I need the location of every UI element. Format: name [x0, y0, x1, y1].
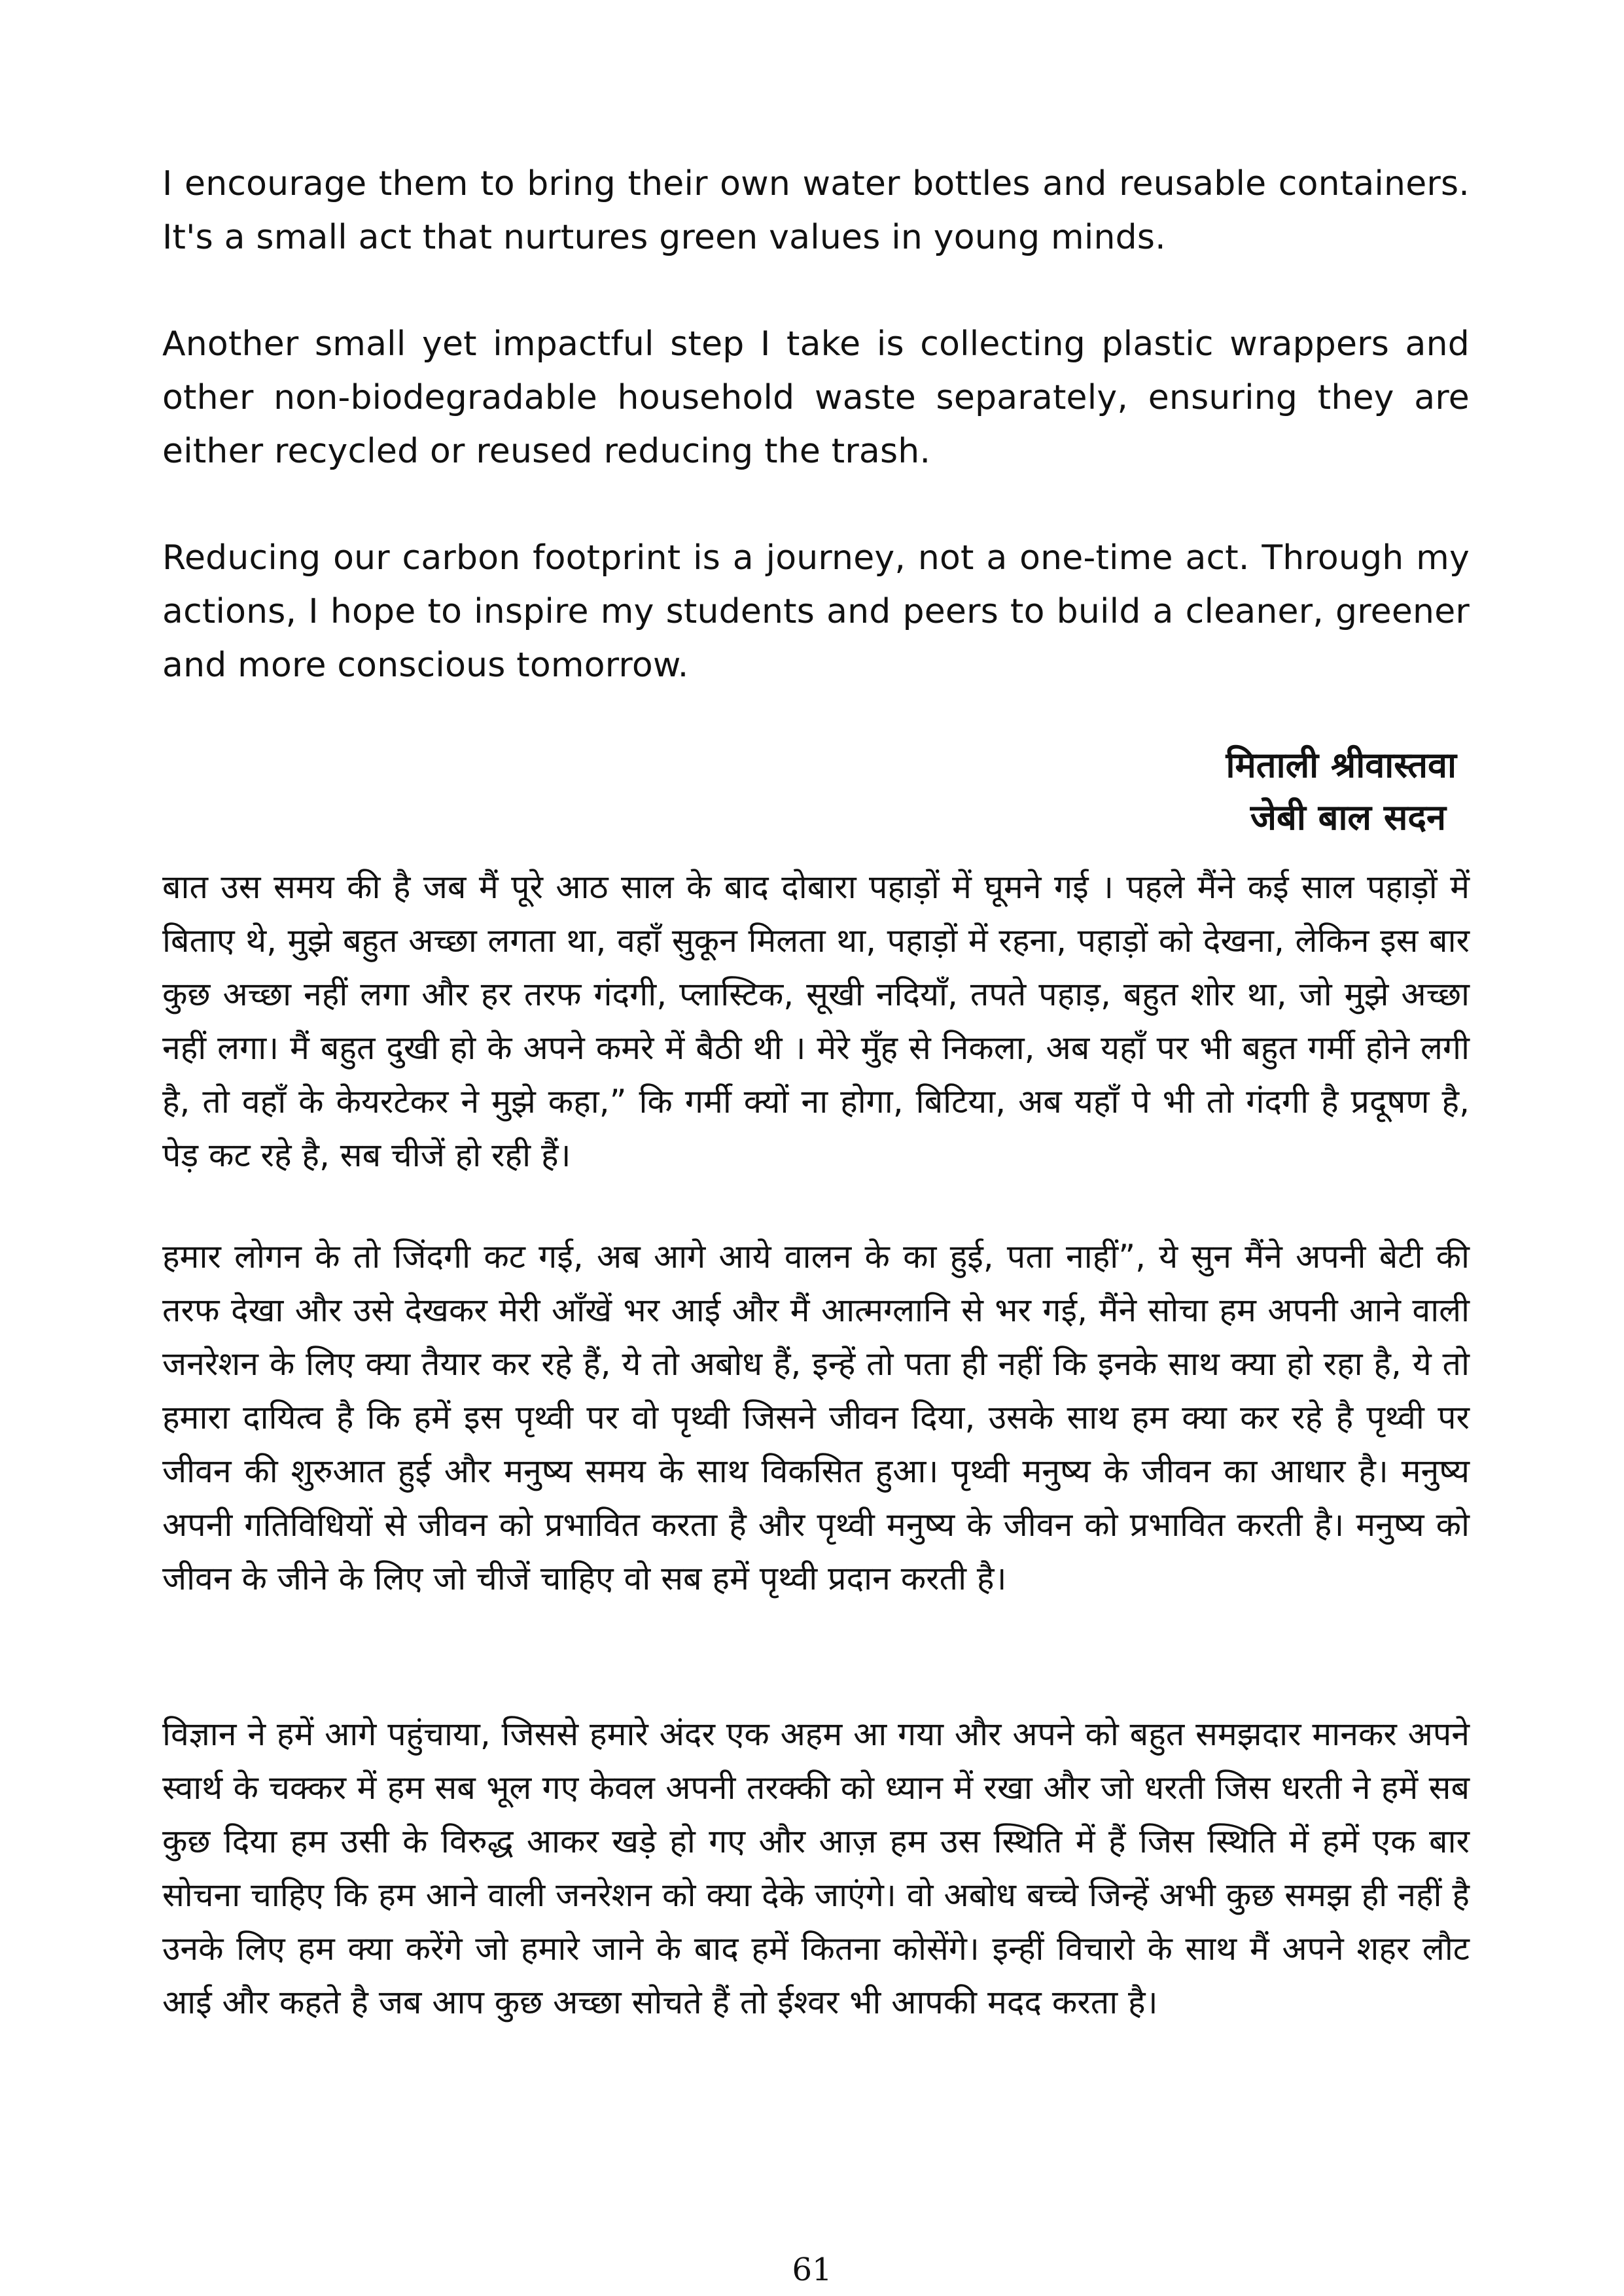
- hindi-paragraph-2: हमार लोगन के तो जिंदगी कट गई, अब आगे आये वालन के का हुई, पता नाहीं”, ये सुन मैंने अपनी बेटी की तरफ देखा और उसे देखकर मेरी आँखें भर आई और मैं आत्मग्लानि से भर गई, मैंने सोचा हम अपनी आने वाली जनरेशन के लिए क्या तैयार कर रहे हैं, ये तो अबोध हैं, इन्हें तो पता ही नहीं कि इनके साथ क्या हो रहा है, ये तो हमारा दायित्व है कि हमें इस पृथ्वी पर वो पृथ्वी जिसने जीवन दिया, उसके साथ हम क्या कर रहे है पृथ्वी पर जीवन की शुरुआत हुई और मनुष्य समय के साथ विकसित हुआ। पृथ्वी मनुष्य के जीवन का आधार है। मनुष्य अपनी गतिविधियों से जीवन को प्रभावित करता है और पृथ्वी मनुष्य के जीवन को प्रभावित करती है। मनुष्य को जीवन के जीने के लिए जो चीजें चाहिए वो सब हमें पृथ्वी प्रदान करती है।: [162, 1238, 1470, 1597]
- english-paragraph-2: Another small yet impactful step I take is collecting plastic wrappers and other non-biodegradable household waste separately, ensuring they are either recycled or reused reducing the trash.: [162, 324, 1470, 471]
- author-signature: [802, 739, 1456, 844]
- hindi-paragraph-1: बात उस समय की है जब मैं पूरे आठ साल के बाद दोबारा पहाड़ों में घूमने गई । पहले मैंने कई साल पहाड़ों में बिताए थे, मुझे बहुत अच्छा लगता था, वहाँ सुकून मिलता था, पहाड़ों में रहना, पहाड़ों को देखना, लेकिन इस बार कुछ अच्छा नहीं लगा और हर तरफ गंदगी, प्लास्टिक, सूखी नदियाँ, तपते पहाड़, बहुत शोर था, जो मुझे अच्छा नहीं लगा। मैं बहुत दुखी हो के अपने कमरे में बैठी थी । मेरे मुँह से निकला, अब यहाँ पर भी बहुत गर्मी होने लगी है, तो वहाँ के केयरटेकर ने मुझे कहा,” कि गर्मी क्यों ना होगा, बिटिया, अब यहाँ पे भी तो गंदगी है प्रदूषण है, पेड़ कट रहे है, सब चीजें हो रही हैं।: [162, 868, 1470, 1174]
- author-name: मिताली श्रीवास्तवा: [1226, 744, 1456, 786]
- page-number: 61: [792, 2252, 832, 2288]
- english-paragraph-1: I encourage them to bring their own water bottles and reusable containers. It's a small act that nurtures green values in young minds.: [162, 164, 1470, 257]
- english-paragraph-3: Reducing our carbon footprint is a journey, not a one-time act. Through my actions, I hope to inspire my students and peers to build a cleaner, greener and more conscious tomorrow.: [162, 538, 1470, 685]
- hindi-paragraph-3: विज्ञान ने हमें आगे पहुंचाया, जिससे हमारे अंदर एक अहम आ गया और अपने को बहुत समझदार मानकर अपने स्वार्थ के चक्कर में हम सब भूल गए केवल अपनी तरक्की को ध्यान में रखा और जो धरती जिस धरती ने हमें सब कुछ दिया हम उसी के विरुद्ध आकर खड़े हो गए और आज़ हम उस स्थिति में हैं जिस स्थिति में हमें एक बार सोचना चाहिए कि हम आने वाली जनरेशन को क्या देके जाएंगे। वो अबोध बच्चे जिन्हें अभी कुछ समझ ही नहीं है उनके लिए हम क्या करेंगे जो हमारे जाने के बाद हमें कितना कोसेंगे। इन्हीं विचारो के साथ मैं अपने शहर लौट आई और कहते है जब आप कुछ अच्छा सोचते हैं तो ईश्वर भी आपकी मदद करता है।: [162, 1715, 1470, 2021]
- author-school: जेबी बाल सदन: [1250, 797, 1446, 838]
